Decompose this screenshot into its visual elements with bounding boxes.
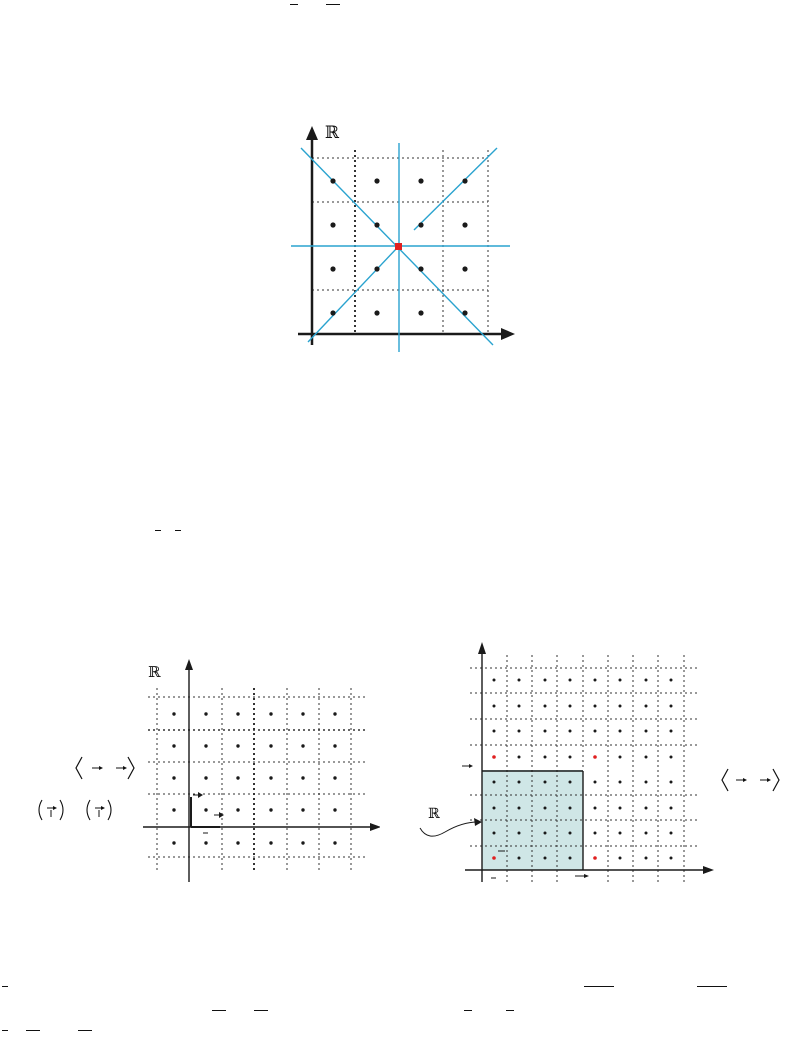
figure-3-label-pointer-head bbox=[474, 818, 482, 826]
bottom-overline-3 bbox=[697, 986, 727, 987]
bottom-overline-10 bbox=[78, 1030, 92, 1031]
figure-3-label: ℝ bbox=[428, 806, 440, 822]
bottom-overline-7 bbox=[506, 1010, 514, 1011]
bottom-overline-2 bbox=[584, 986, 614, 987]
rangle-bracket-icon bbox=[773, 769, 779, 791]
langle-bracket-icon bbox=[722, 769, 728, 791]
bottom-overline-9 bbox=[26, 1030, 40, 1031]
bottom-overline-8 bbox=[2, 1030, 8, 1031]
bottom-overline-6 bbox=[464, 1010, 472, 1011]
figure-2-formula-pair bbox=[32, 797, 130, 825]
figure-2-basis-vectors bbox=[191, 792, 224, 833]
figure-1-lattice-diagram bbox=[280, 118, 520, 358]
figure-2-label: ℝ bbox=[148, 663, 161, 681]
figure-3-formula-span bbox=[718, 767, 784, 795]
bottom-overline-5 bbox=[254, 1010, 268, 1011]
top-overline-1 bbox=[290, 4, 298, 5]
figure-1-label: ℝ bbox=[325, 123, 340, 143]
figure-2-lattice-diagram bbox=[140, 650, 380, 885]
figure-2-axes bbox=[143, 659, 380, 882]
top-overline-2 bbox=[326, 4, 340, 5]
bottom-overline-4 bbox=[212, 1010, 226, 1011]
figure-1-grid bbox=[312, 150, 488, 335]
arrow-icon bbox=[736, 778, 771, 782]
mid-overline-2 bbox=[175, 530, 181, 531]
figure-3-lattice-diagram bbox=[410, 635, 720, 885]
mid-overline-1 bbox=[155, 530, 161, 531]
rangle-bracket-icon bbox=[128, 757, 134, 779]
bottom-overline-1 bbox=[2, 986, 8, 987]
figure-2-formula-span bbox=[70, 755, 140, 783]
langle-bracket-icon bbox=[76, 757, 82, 779]
figure-3-label-pointer bbox=[420, 822, 478, 836]
figure-1-center-point bbox=[395, 243, 402, 250]
arrow-icon bbox=[92, 766, 127, 770]
paren-icon bbox=[39, 800, 111, 820]
